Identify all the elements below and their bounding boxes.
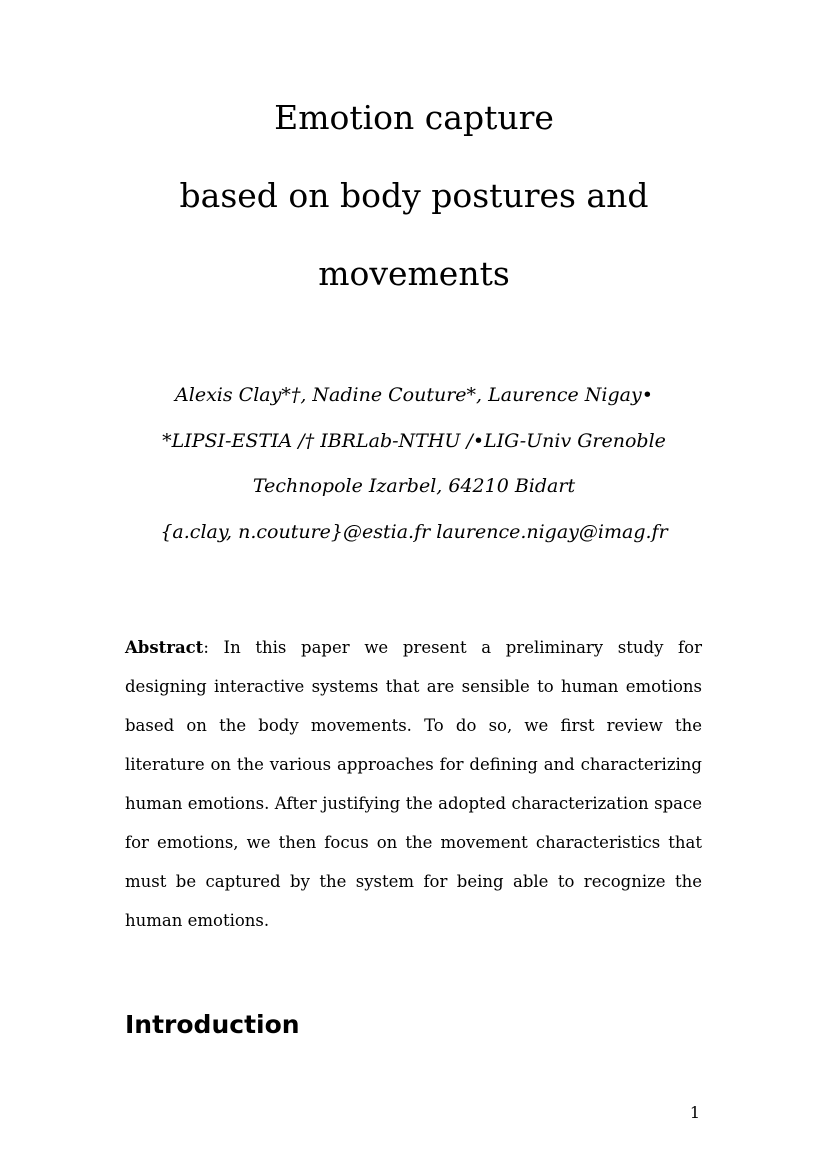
author-address: Technopole Izarbel, 64210 Bidart (252, 475, 576, 497)
author-affiliations: *LIPSI-ESTIA /† IBRLab-NTHU /•LIG-Univ Grenoble (162, 430, 666, 452)
author-emails: {a.clay, n.couture}@estia.fr laurence.nigay@imag.fr (160, 521, 668, 543)
abstract-label: Abstract (125, 638, 204, 657)
abstract-paragraph (125, 628, 702, 940)
title-line-1: Emotion capture (274, 98, 554, 137)
abstract-text: In this paper we present a preliminary study for designing interactive systems that are sensible to human emotions based on the body movements. To do so, we first review the literature on the various approaches for defining and characterizing human emotions. After justifying the adopted characterization space for emotions, we then focus on the movement characteristics that must be captured by the system for being able to recognize the human emotions. (125, 638, 702, 930)
abstract-separator: : (203, 638, 209, 657)
section-heading-introduction: Introduction (125, 1010, 300, 1039)
title-line-3: movements (318, 254, 510, 293)
page-number: 1 (689, 1103, 700, 1122)
title-line-2: based on body postures and (179, 176, 649, 215)
author-names: Alexis Clay*†, Nadine Couture*, Laurence Nigay• (175, 384, 653, 406)
